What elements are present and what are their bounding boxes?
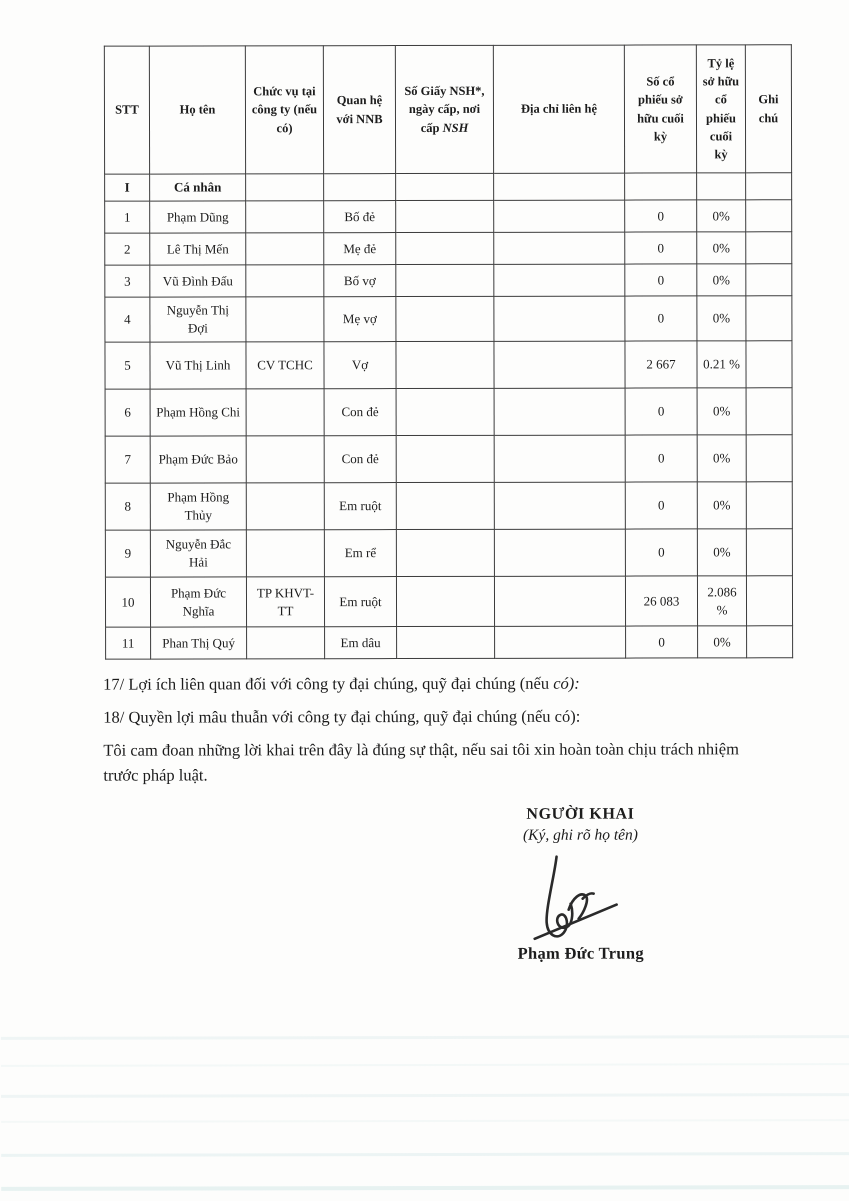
row-note <box>746 200 792 232</box>
handwritten-signature <box>499 853 649 945</box>
row-relation: Mẹ đẻ <box>324 233 396 265</box>
row-shares: 2 667 <box>625 341 697 388</box>
table-row <box>105 388 792 436</box>
row-shares: 0 <box>625 435 697 482</box>
table-header-row <box>104 45 791 174</box>
empty-cell <box>494 173 625 200</box>
row-stt: 8 <box>105 483 150 530</box>
row-shares: 0 <box>625 232 697 264</box>
row-id-doc <box>396 264 494 296</box>
row-stt: 9 <box>105 530 150 577</box>
row-note <box>747 626 793 658</box>
row-stt: 2 <box>105 233 150 265</box>
declaration-paragraph: Tôi cam đoan những lời khai trên đây là đúng sự thật, nếu sai tôi xin hoàn toàn chịu trách nhiệm trước pháp luật. <box>103 739 739 785</box>
row-shares: 0 <box>625 264 697 296</box>
signer-name: Phạm Đức Trung <box>517 943 644 963</box>
scan-streak <box>1 1119 849 1123</box>
row-address <box>494 264 625 296</box>
row-stt: 7 <box>105 436 150 483</box>
row-name: Vũ Đình Đấu <box>150 265 246 297</box>
row-ratio: 0% <box>698 626 747 658</box>
row-ratio: 0% <box>697 200 746 232</box>
row-shares: 0 <box>625 296 697 341</box>
signature-instruction: (Ký, ghi rõ họ tên) <box>522 826 638 844</box>
item-17-italic: có): <box>553 673 580 693</box>
row-address <box>495 626 626 658</box>
row-name: Phạm Đức Bảo <box>150 436 246 483</box>
row-relation: Em dâu <box>325 627 397 659</box>
row-ratio: 0% <box>697 435 746 482</box>
section-row <box>105 173 792 201</box>
row-note <box>746 529 792 576</box>
scan-streak <box>1 1035 849 1040</box>
row-position <box>246 233 324 265</box>
empty-cell <box>246 174 324 201</box>
row-relation: Em ruột <box>324 483 396 530</box>
row-name: Lê Thị Mến <box>150 233 246 265</box>
col-header-id-doc: Số Giấy NSH*, ngày cấp, nơi cấp NSH <box>395 45 493 173</box>
row-position: CV TCHC <box>246 342 324 389</box>
row-position <box>246 265 324 297</box>
row-note <box>746 232 792 264</box>
row-address <box>494 576 625 626</box>
empty-cell <box>746 173 792 200</box>
col-header-stt: STT <box>104 46 149 174</box>
row-note <box>746 341 792 388</box>
col-header-ratio: Tỷ lệ sở hữu cổ phiếu cuối kỳ <box>696 45 745 173</box>
section-stt: I <box>105 174 150 201</box>
table-row <box>105 341 792 389</box>
table-row <box>105 576 792 627</box>
row-name: Nguyễn Đắc Hải <box>150 530 246 577</box>
row-note <box>746 576 792 626</box>
row-note <box>746 388 792 435</box>
col-header-position: Chức vụ tại công ty (nếu có) <box>245 46 323 174</box>
row-relation: Vợ <box>324 342 396 389</box>
row-stt: 10 <box>105 577 150 627</box>
row-position <box>246 201 324 233</box>
signature-block <box>430 805 730 964</box>
col-header-id-doc-italic: NSH <box>442 120 469 135</box>
signer-role-title: NGƯỜI KHAI <box>526 805 635 823</box>
table-row <box>105 200 792 233</box>
section-label: Cá nhân <box>150 174 246 201</box>
row-address <box>494 482 625 529</box>
row-name: Nguyễn Thị Đợi <box>150 297 246 342</box>
row-position: TP KHVT-TT <box>246 577 324 627</box>
row-relation: Em ruột <box>324 577 396 627</box>
item-18: 18/ Quyền lợi mâu thuẫn với công ty đại chúng, quỹ đại chúng (nếu có): <box>103 706 581 727</box>
row-name: Phan Thị Quý <box>151 627 247 659</box>
row-position <box>246 530 324 577</box>
empty-cell <box>625 173 697 200</box>
row-ratio: 0% <box>697 529 746 576</box>
row-position <box>246 483 324 530</box>
row-name: Phạm Hồng Chi <box>150 389 246 436</box>
row-name: Phạm Hồng Thủy <box>150 483 246 530</box>
table-row <box>105 435 792 483</box>
row-id-doc <box>396 529 494 576</box>
table-row <box>105 296 792 342</box>
related-persons-table <box>104 44 793 659</box>
row-id-doc <box>396 482 494 529</box>
row-ratio: 0% <box>697 482 746 529</box>
row-shares: 0 <box>625 529 697 576</box>
row-address <box>494 341 625 388</box>
row-relation: Mẹ vợ <box>324 297 396 342</box>
empty-cell <box>324 174 396 201</box>
row-shares: 0 <box>625 388 697 435</box>
row-ratio: 0% <box>697 296 746 341</box>
table-row <box>105 264 792 297</box>
row-stt: 5 <box>105 342 150 389</box>
row-note <box>746 264 792 296</box>
row-address <box>494 435 625 482</box>
scan-streak <box>1 1185 849 1191</box>
row-id-doc <box>396 296 494 341</box>
empty-cell <box>396 173 494 200</box>
empty-cell <box>697 173 746 200</box>
row-position <box>246 436 324 483</box>
row-ratio: 2.086 % <box>697 576 746 626</box>
row-stt: 6 <box>105 389 150 436</box>
row-shares: 0 <box>625 200 697 232</box>
row-position <box>246 297 324 342</box>
row-stt: 1 <box>105 201 150 233</box>
row-note <box>746 435 792 482</box>
row-relation: Con đẻ <box>324 389 396 436</box>
table-row <box>105 232 792 265</box>
scan-streak <box>1 1152 849 1157</box>
row-relation: Bố đẻ <box>324 201 396 233</box>
row-ratio: 0% <box>697 232 746 264</box>
row-position <box>246 389 324 436</box>
row-relation: Bố vợ <box>324 265 396 297</box>
row-shares: 0 <box>625 482 697 529</box>
col-header-note: Ghi chú <box>745 45 791 173</box>
row-id-doc <box>396 388 494 435</box>
row-address <box>494 200 625 232</box>
row-name: Vũ Thị Linh <box>150 342 246 389</box>
col-header-shares: Số cổ phiếu sở hữu cuối kỳ <box>624 45 696 173</box>
row-relation: Em rể <box>324 530 396 577</box>
row-address <box>494 232 625 264</box>
row-stt: 3 <box>105 265 150 297</box>
row-stt: 4 <box>105 297 150 342</box>
row-shares: 0 <box>626 626 698 658</box>
col-header-name: Họ tên <box>149 46 245 174</box>
col-header-relation: Quan hệ với NNB <box>323 46 395 174</box>
row-relation: Con đẻ <box>324 436 396 483</box>
scan-streak <box>1 1093 849 1098</box>
row-id-doc <box>396 200 494 232</box>
table-row <box>105 529 792 577</box>
row-id-doc <box>396 341 494 388</box>
table-row <box>106 626 793 659</box>
row-id-doc <box>396 232 494 264</box>
closing-text-block <box>103 670 755 795</box>
row-ratio: 0% <box>697 388 746 435</box>
row-ratio: 0% <box>697 264 746 296</box>
row-note <box>746 296 792 341</box>
row-address <box>494 529 625 576</box>
row-stt: 11 <box>106 627 151 659</box>
row-id-doc <box>397 626 495 658</box>
row-address <box>494 388 625 435</box>
table-row <box>105 482 792 530</box>
row-address <box>494 296 625 341</box>
item-17: 17/ Lợi ích liên quan đối với công ty đại chúng, quỹ đại chúng (nếu có): <box>103 673 580 694</box>
row-name: Phạm Đức Nghĩa <box>150 577 246 627</box>
col-header-address: Địa chỉ liên hệ <box>493 45 624 173</box>
scan-streak <box>1 1063 849 1067</box>
row-position <box>247 627 325 659</box>
row-id-doc <box>396 576 494 626</box>
row-ratio: 0.21 % <box>697 341 746 388</box>
row-name: Phạm Dũng <box>150 201 246 233</box>
row-shares: 26 083 <box>625 576 697 626</box>
row-id-doc <box>396 435 494 482</box>
row-note <box>746 482 792 529</box>
